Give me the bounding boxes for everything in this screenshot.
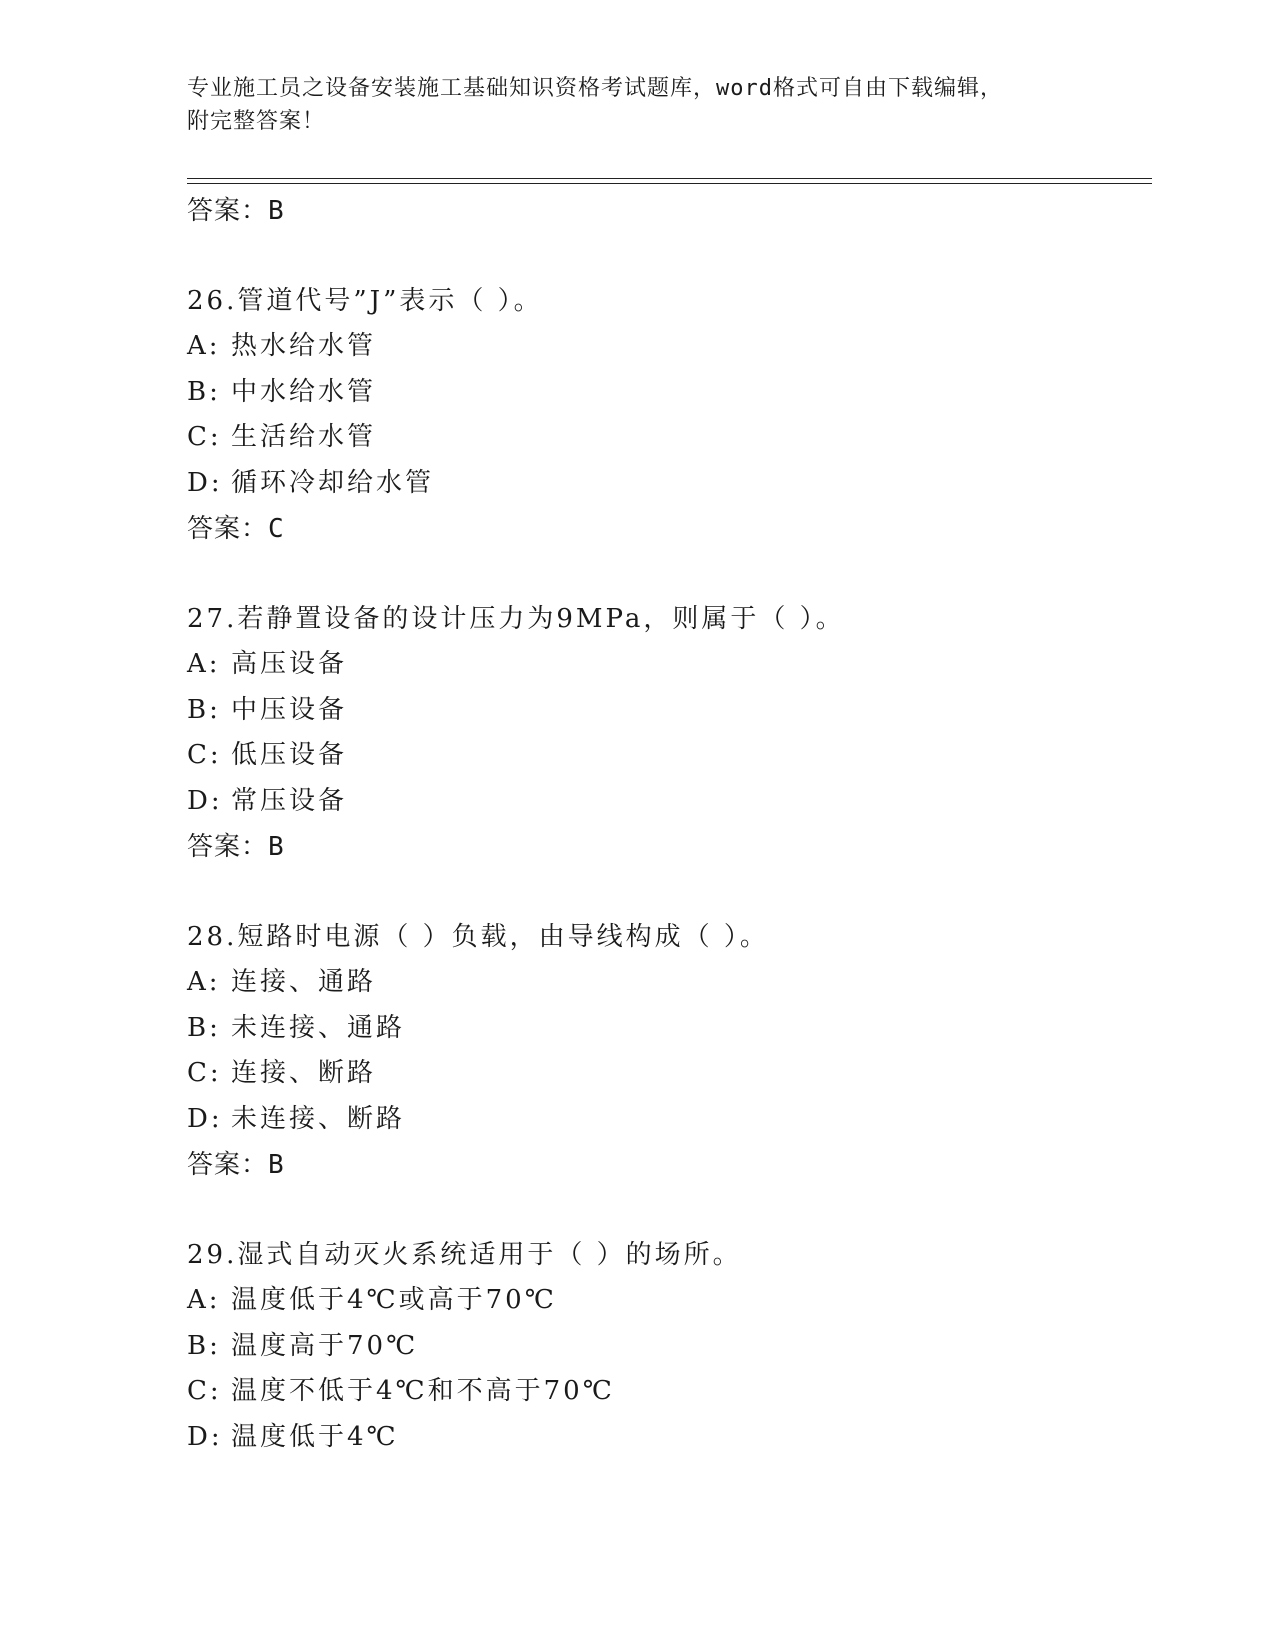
spacer bbox=[187, 870, 1152, 914]
option-a bbox=[187, 960, 1152, 1006]
question-block bbox=[187, 596, 1152, 870]
option-text: 连接、通路 bbox=[231, 967, 377, 997]
option-letter: B: bbox=[187, 1012, 221, 1043]
option-text: 中水给水管 bbox=[231, 376, 377, 407]
spacer bbox=[187, 234, 1152, 278]
header-divider bbox=[187, 183, 1152, 184]
answer-line: 答案：B bbox=[187, 1150, 285, 1180]
answer-line: 答案：B bbox=[187, 196, 285, 226]
option-a bbox=[187, 642, 1152, 688]
document-header bbox=[187, 72, 1067, 138]
option-b bbox=[187, 1324, 1152, 1370]
option-text: 生活给水管 bbox=[231, 422, 377, 452]
spacer bbox=[187, 1188, 1152, 1232]
option-letter: A: bbox=[187, 967, 221, 997]
option-a bbox=[187, 324, 1152, 370]
option-d bbox=[187, 779, 1152, 825]
option-text: 常压设备 bbox=[231, 785, 348, 816]
option-text: 高压设备 bbox=[231, 649, 348, 679]
question-block bbox=[187, 1232, 1152, 1460]
option-c bbox=[187, 733, 1152, 779]
header-line: 附完整答案！ bbox=[187, 109, 326, 134]
option-text: 中压设备 bbox=[231, 694, 348, 725]
header-divider bbox=[187, 178, 1152, 179]
question-block bbox=[187, 278, 1152, 552]
option-text: 热水给水管 bbox=[231, 331, 377, 361]
option-text: 连接、断路 bbox=[231, 1058, 377, 1088]
option-letter: D: bbox=[187, 1421, 223, 1452]
option-d bbox=[187, 1415, 1152, 1461]
option-b bbox=[187, 370, 1152, 416]
question-text: 27.若静置设备的设计压力为9MPa，则属于（ ）。 bbox=[187, 604, 845, 634]
option-b bbox=[187, 1006, 1152, 1052]
option-c bbox=[187, 1369, 1152, 1415]
option-text: 温度高于70℃ bbox=[231, 1330, 419, 1361]
option-d bbox=[187, 1097, 1152, 1143]
option-text: 温度低于4℃ bbox=[231, 1421, 399, 1452]
option-letter: A: bbox=[187, 331, 221, 361]
header-line: 专业施工员之设备安装施工基础知识资格考试题库，word格式可自由下载编辑， bbox=[187, 76, 1003, 101]
question-block bbox=[187, 914, 1152, 1188]
option-letter: B: bbox=[187, 1330, 221, 1361]
option-d bbox=[187, 461, 1152, 507]
question-text: 28.短路时电源（ ）负载，由导线构成（ ）。 bbox=[187, 922, 769, 952]
option-text: 未连接、断路 bbox=[231, 1103, 406, 1134]
option-letter: B: bbox=[187, 694, 221, 725]
option-b bbox=[187, 688, 1152, 734]
option-text: 温度低于4℃或高于70℃ bbox=[231, 1285, 557, 1315]
question-text: 26.管道代号”J”表示（ ）。 bbox=[187, 286, 543, 316]
option-text: 循环冷却给水管 bbox=[231, 467, 435, 498]
option-letter: C: bbox=[187, 1058, 222, 1088]
option-text: 温度不低于4℃和不高于70℃ bbox=[231, 1376, 615, 1406]
option-c bbox=[187, 415, 1152, 461]
option-letter: D: bbox=[187, 1103, 223, 1134]
option-letter: C: bbox=[187, 422, 222, 452]
option-letter: D: bbox=[187, 785, 223, 816]
question-list bbox=[187, 188, 1152, 1460]
option-letter: B: bbox=[187, 376, 221, 407]
answer-line: 答案：C bbox=[187, 514, 285, 544]
question-text: 29.湿式自动灭火系统适用于（ ）的场所。 bbox=[187, 1240, 742, 1270]
option-letter: C: bbox=[187, 740, 222, 770]
option-letter: A: bbox=[187, 1285, 221, 1315]
option-text: 未连接、通路 bbox=[231, 1012, 406, 1043]
option-letter: A: bbox=[187, 649, 221, 679]
answer-line: 答案：B bbox=[187, 832, 285, 862]
option-text: 低压设备 bbox=[231, 740, 348, 770]
option-letter: C: bbox=[187, 1376, 222, 1406]
option-a bbox=[187, 1278, 1152, 1324]
option-c bbox=[187, 1051, 1152, 1097]
spacer bbox=[187, 552, 1152, 596]
option-letter: D: bbox=[187, 467, 223, 498]
